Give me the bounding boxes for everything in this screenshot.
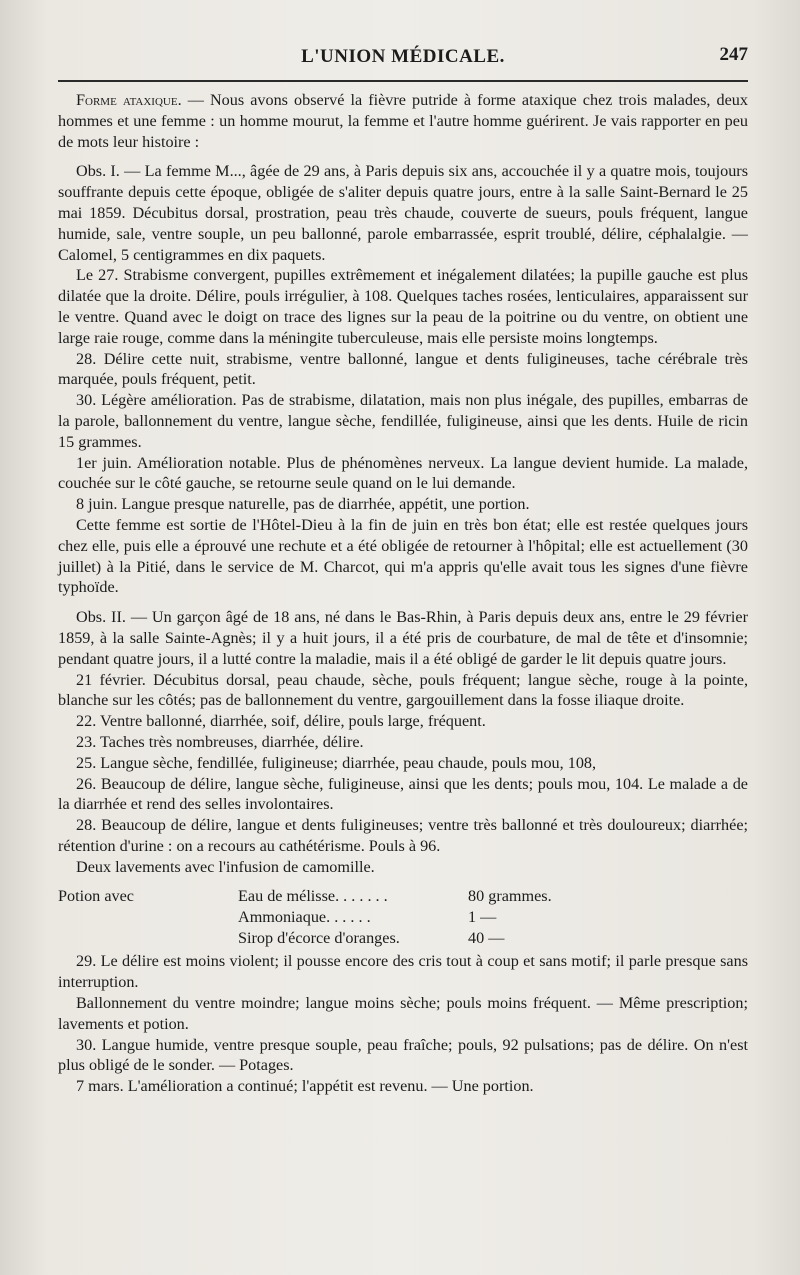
paragraph: Cette femme est sortie de l'Hôtel-Dieu à la fin de juin en très bon état; elle est restée quelques jours chez elle, puis elle a éprouvé une rechute et a été obligée de retourner à l'hôpital; elle est actuellement (30 juillet) à la Pitié, dans le service de M. Charcot, qui m'a appris qu'elle avait tous les signes d'une fièvre typhoïde. [58,515,748,597]
section-lead: Forme ataxique. [76,91,182,109]
prescription-table [58,886,748,949]
prescription-qty: 40 — [468,929,505,948]
paragraph: 30. Légère amélioration. Pas de strabisme, dilatation, mais non plus inégale, des pupilles, embarras de la parole, ballonnement du ventre, langue sèche, fendillée, fuligineuse, ainsi que les dents. Huile de ricin 15 grammes. [58,391,748,451]
paragraph-text: — Un garçon âgé de 18 ans, né dans le Bas-Rhin, à Paris depuis deux ans, entre le 29 février 1859, à la salle Sainte-Agnès; il y a huit jours, il a été pris de courbature, de mal de tête et d'insomnie; pendant quatre jours, il a lutté contre la maladie, mais il a été obligé de garder le lit depuis quatre jours. [58,608,748,668]
prescription-item: Eau de mélisse. . . . . . . [238,887,388,906]
prescription-label: Potion avec [58,887,134,906]
observation-lead: Obs. I. [76,162,120,181]
header-rule [58,80,748,82]
paragraph: 23. Taches très nombreuses, diarrhée, délire. [76,732,364,751]
paragraph: 22. Ventre ballonné, diarrhée, soif, délire, pouls large, fréquent. [76,712,486,731]
prescription-qty: 1 — [468,908,497,927]
page-header [58,40,748,74]
paragraph-obs-1 [58,161,748,265]
paragraph: 7 mars. L'amélioration a continué; l'appétit est revenu. — Une portion. [76,1077,534,1096]
paragraph: 29. Le délire est moins violent; il pousse encore des cris tout à coup et sans motif; il parle presque sans interruption. [58,952,748,992]
running-title: L'UNION MÉDICALE. [301,46,505,67]
paragraph-text: — La femme M..., âgée de 29 ans, à Paris depuis six ans, accouchée il y a quatre mois, toujours souffrante depuis cette époque, obligée de s'aliter depuis quatre jours, entre à la salle Saint-Bernard le 25 mai 1859. Décubitus dorsal, prostration, peau très chaude, couverte de sueurs, pouls fréquent, langue humide, sale, ventre souple, un peu ballonné, parole embarrassée, esprit troublé, délire, céphalalgie. — Calomel, 5 centigrammes en dix paquets. [58,162,748,264]
page-number: 247 [719,44,748,65]
prescription-item: Ammoniaque. . . . . . [238,908,371,927]
paragraph-obs-2 [58,607,748,669]
body-text [58,90,748,1097]
paragraph: 30. Langue humide, ventre presque souple, peau fraîche; pouls, 92 pulsations; pas de délire. On n'est plus obligé de le sonder. — Potages. [58,1035,748,1075]
observation-lead: Obs. II. [76,608,126,627]
paragraph: Ballonnement du ventre moindre; langue moins sèche; pouls moins fréquent. — Même prescription; lavements et potion. [58,994,748,1033]
paragraph-text: — Nous avons observé la fièvre putride à forme ataxique chez trois malades, deux hommes et une femme : un homme mourut, la femme et l'autre homme guérirent. Je vais rapporter en peu de mots leur histoire : [58,91,748,151]
paragraph: 28. Délire cette nuit, strabisme, ventre ballonné, langue et dents fuligineuses, tache cérébrale très marquée, pouls fréquent, petit. [58,349,748,389]
paragraph: 1er juin. Amélioration notable. Plus de phénomènes nerveux. La langue devient humide. La malade, couchée sur le côté gauche, se retourne seule quand on le lui demande. [58,453,748,493]
paragraph: Le 27. Strabisme convergent, pupilles extrêmement et inégalement dilatées; la pupille gauche est plus dilatée que la droite. Délire, pouls irrégulier, à 108. Quelques taches rosées, lenticulaires, apparaissent sur le ventre. Quand avec le doigt on trace des lignes sur la peau de la poitrine ou du ventre, on obtient une large raie rouge, comme dans la méningite tuberculeuse, mais elle persiste moins longtemps. [58,266,748,347]
prescription-qty: 80 grammes. [468,887,552,906]
paragraph: 21 février. Décubitus dorsal, peau chaude, sèche, pouls fréquent; langue sèche, rouge à la pointe, blanche sur les côtés; pas de ballonnement du ventre, gargouillement dans la fosse iliaque droite. [58,670,748,710]
prescription-spacer [58,907,238,928]
prescription-spacer [58,928,238,949]
prescription-item: Sirop d'écorce d'oranges. [238,929,400,948]
paragraph: 26. Beaucoup de délire, langue sèche, fuligineuse, ainsi que les dents; pouls mou, 104. Le malade a de la diarrhée et rend des selles involontaires. [58,774,748,814]
paragraph: 28. Beaucoup de délire, langue et dents fuligineuses; ventre très ballonné et très douloureux; diarrhée; rétention d'urine : on a recours au cathétérisme. Pouls à 96. [58,816,748,855]
paragraph: 25. Langue sèche, fendillée, fuligineuse; diarrhée, peau chaude, pouls mou, 108, [76,753,597,772]
paragraph: Deux lavements avec l'infusion de camomille. [76,857,375,876]
paragraph-forme-ataxique [58,90,748,152]
paragraph: 8 juin. Langue presque naturelle, pas de diarrhée, appétit, une portion. [76,495,530,514]
